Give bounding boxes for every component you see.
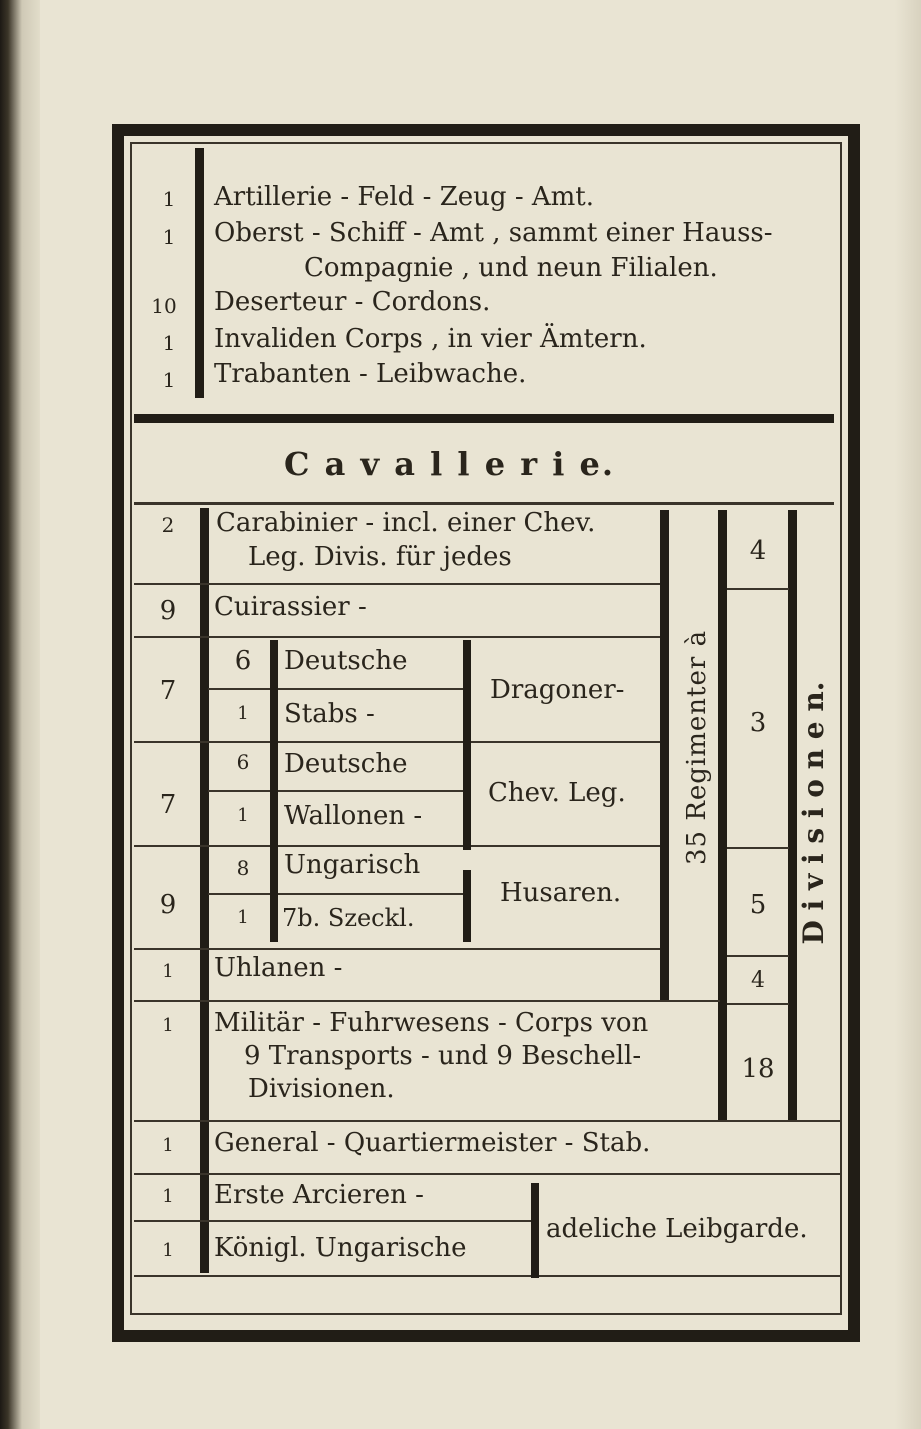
husaren-sub2-count: 1 <box>237 907 249 928</box>
dragoner-sub2-label: Stabs - <box>284 699 375 729</box>
count-uhlanen: 1 <box>162 961 174 982</box>
carabinier-line1: Carabinier - incl. einer Chev. <box>216 508 596 538</box>
title-underline <box>134 502 834 505</box>
chevleg-label: Chev. Leg. <box>488 778 626 808</box>
count-schiff-amt: 1 <box>162 225 176 249</box>
divisions-vline-right <box>788 510 797 1122</box>
regimenter-label: 35 Regimenter à <box>682 629 712 865</box>
general-label: General - Quartiermeister - Stab. <box>214 1128 651 1158</box>
divisions-vline-left <box>718 510 727 1122</box>
divisions-middle: 3 <box>749 708 767 738</box>
count-trabanten: 1 <box>162 368 176 392</box>
row-schiff-amt-continuation: Compagnie , und neun Filialen. <box>304 253 718 283</box>
chevleg-sub1-label: Deutsche <box>284 749 408 779</box>
divisions-carabinier: 4 <box>749 536 767 566</box>
fuhrwesen-line1: Militär - Fuhrwesens - Corps von <box>214 1008 649 1038</box>
row-schiff-amt: Oberst - Schiff - Amt , sammt einer Hauss- <box>214 218 773 248</box>
divisions-fuhrwesen: 18 <box>741 1054 775 1084</box>
right-page-shadow <box>895 0 921 1429</box>
count-invaliden: 1 <box>162 331 176 355</box>
count-cuirassier: 9 <box>159 596 177 626</box>
count-carabinier: 2 <box>161 513 175 537</box>
ungarische-label: Königl. Ungarische <box>214 1233 467 1263</box>
husaren-sub2-label: 7b. Szeckl. <box>282 904 415 932</box>
count-arcieren: 1 <box>162 1186 174 1207</box>
main-vline <box>200 508 209 1273</box>
husaren-sub1-count: 8 <box>236 856 250 880</box>
count-ungarische: 1 <box>162 1240 174 1261</box>
section-divider <box>134 414 834 423</box>
husaren-sub1-label: Ungarisch <box>284 850 421 880</box>
dragoner-sub1-count: 6 <box>234 646 252 676</box>
count-fuhrwesen: 1 <box>162 1015 174 1036</box>
count-general: 1 <box>162 1135 174 1156</box>
count-artillerie: 1 <box>162 187 176 211</box>
count-deserteur: 10 <box>151 294 177 318</box>
dragoner-label: Dragoner- <box>490 675 625 705</box>
carabinier-line2: Leg. Divis. für jedes <box>248 542 512 572</box>
divisions-husaren: 5 <box>749 890 767 920</box>
divisions-uhlanen: 4 <box>751 968 765 993</box>
count-dragoner: 7 <box>159 676 177 706</box>
dragoner-sub1-label: Deutsche <box>284 646 408 676</box>
chevleg-sub2-label: Wallonen - <box>284 801 423 831</box>
row-trabanten: Trabanten - Leibwache. <box>214 359 527 389</box>
fuhrwesen-line3: Divisionen. <box>248 1074 395 1104</box>
row-invaliden: Invaliden Corps , in vier Ämtern. <box>214 324 647 354</box>
arcieren-label: Erste Arcieren - <box>214 1180 424 1210</box>
fuhrwesen-line2: 9 Transports - und 9 Beschell- <box>244 1041 642 1071</box>
husaren-label: Husaren. <box>500 878 622 908</box>
cavallerie-title: C a v a l l e r i e. <box>284 445 615 483</box>
divisionen-label: D i v i s i o n e n. <box>797 681 830 945</box>
uhlanen-label: Uhlanen - <box>214 953 343 983</box>
chevleg-sub1-count: 6 <box>236 750 250 774</box>
count-chevleg: 7 <box>159 790 177 820</box>
cuirassier-label: Cuirassier - <box>214 592 367 622</box>
leibgarde-label: adeliche Leibgarde. <box>546 1214 808 1244</box>
row-deserteur: Deserteur - Cordons. <box>214 287 491 317</box>
row-artillerie: Artillerie - Feld - Zeug - Amt. <box>214 182 595 212</box>
left-page-edge <box>0 0 40 1429</box>
count-husaren: 9 <box>159 890 177 920</box>
dragoner-sub2-count: 1 <box>237 703 249 724</box>
regimenter-vline <box>660 510 669 1000</box>
chevleg-sub2-count: 1 <box>237 805 249 826</box>
